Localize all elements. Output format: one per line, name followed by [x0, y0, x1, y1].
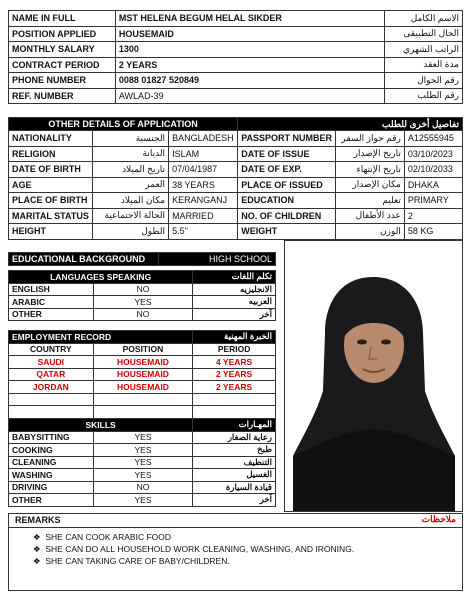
salary-label: MONTHLY SALARY [9, 42, 116, 58]
education-label: EDUCATION [238, 193, 336, 209]
name-label: NAME IN FULL [9, 11, 116, 27]
language-row [9, 283, 276, 296]
phone-label: PHONE NUMBER [9, 73, 116, 89]
skill-name: BABYSITTING [9, 431, 94, 444]
issue-date-label: DATE OF ISSUE [238, 146, 336, 162]
remark-text: SHE CAN COOK ARABIC FOOD [45, 532, 171, 542]
details-row [9, 208, 463, 224]
dob-label: DATE OF BIRTH [9, 162, 93, 178]
position-row [9, 26, 463, 42]
phone-value: 0088 01827 520849 [115, 73, 384, 89]
skills-table [8, 418, 276, 507]
contract-value: 2 YEARS [115, 57, 384, 73]
country-header: COUNTRY [9, 343, 94, 356]
weight-value: 58 KG [404, 224, 462, 240]
employment-country: SAUDI [9, 356, 94, 369]
passport-value: A12555945 [404, 131, 462, 147]
ref-label-ar: رقم الطلب [385, 88, 463, 104]
dob-value: 07/04/1987 [169, 162, 238, 178]
empty-cell [93, 393, 193, 406]
name-row [9, 11, 463, 27]
diamond-bullet-icon: ❖ [33, 544, 41, 554]
remark-text: SHE CAN DO ALL HOUSEHOLD WORK CLEANING, WASHING, AND IRONING. [45, 544, 355, 554]
skill-row [9, 444, 276, 457]
age-label: AGE [9, 177, 93, 193]
remark-item [33, 543, 354, 555]
skill-value: YES [93, 469, 192, 482]
employment-country: JORDAN [9, 381, 94, 394]
remark-item [33, 555, 354, 567]
height-label-ar: الطول [92, 224, 168, 240]
employment-position: HOUSEMAID [93, 381, 193, 394]
salary-row [9, 42, 463, 58]
age-value: 38 YEARS [169, 177, 238, 193]
education-value: PRIMARY [404, 193, 462, 209]
birthplace-label-ar: مكان الميلاد [92, 193, 168, 209]
height-label: HEIGHT [9, 224, 93, 240]
weight-label-ar: الوزن [336, 224, 405, 240]
salary-label-ar: الراتب الشهري [385, 42, 463, 58]
ref-row [9, 88, 463, 104]
marital-label-ar: الحالة الاجتماعية [92, 208, 168, 224]
remarks-list [33, 531, 354, 567]
religion-label: RELIGION [9, 146, 93, 162]
details-title-ar: تفاصيل أخرى للطلب [238, 118, 463, 131]
employment-row [9, 356, 276, 369]
languages-title: LANGUAGES SPEAKING [9, 271, 193, 284]
details-row [9, 162, 463, 178]
position-label-ar: الحال التطبيقى [385, 26, 463, 42]
empty-cell [9, 406, 94, 419]
children-label-ar: عدد الأطفال [336, 208, 405, 224]
skill-name: DRIVING [9, 481, 94, 494]
language-name-ar: الانجليزيه [193, 283, 276, 296]
applicant-photo-image [285, 241, 462, 511]
phone-label-ar: رقم الجوال [385, 73, 463, 89]
ref-value: AWLAD-39 [115, 88, 384, 104]
employment-period: 2 YEARS [193, 368, 276, 381]
position-label: POSITION APPLIED [9, 26, 116, 42]
skill-name-ar: رعاية الصغار [193, 431, 276, 444]
language-name-ar: العربيه [193, 296, 276, 309]
children-label: NO. OF CHILDREN [238, 208, 336, 224]
education-background-value: HIGH SCHOOL [158, 253, 275, 266]
passport-label: PASSPORT NUMBER [238, 131, 336, 147]
skill-name-ar: آخر [193, 494, 276, 507]
birthplace-value: KERANGANJ [169, 193, 238, 209]
skills-title: SKILLS [9, 419, 193, 432]
position-header: POSITION [93, 343, 193, 356]
skill-name-ar: طبخ [193, 444, 276, 457]
remarks-title-ar: ملاحظات [421, 514, 456, 524]
place-issued-label: PLACE OF ISSUED [238, 177, 336, 193]
languages-title-ar: تكلم اللغات [193, 271, 276, 284]
expiry-label: DATE OF EXP. [238, 162, 336, 178]
empty-cell [193, 393, 276, 406]
remarks-header [9, 514, 462, 528]
age-label-ar: العمر [92, 177, 168, 193]
skill-value: NO [93, 481, 192, 494]
language-row [9, 296, 276, 309]
place-issued-label-ar: مكان الإصدار [336, 177, 405, 193]
expiry-value: 02/10/2033 [404, 162, 462, 178]
issue-date-label-ar: تاريخ الإصدار [336, 146, 405, 162]
skill-name-ar: التنظيف [193, 456, 276, 469]
languages-table [8, 270, 276, 321]
language-row [9, 308, 276, 321]
other-details-table [8, 117, 463, 240]
contract-label-ar: مدة العقد [385, 57, 463, 73]
details-title: OTHER DETAILS OF APPLICATION [9, 118, 238, 131]
education-label-ar: تعليم [336, 193, 405, 209]
name-label-ar: الاسم الكامل [385, 11, 463, 27]
nationality-label-ar: الجنسية [92, 131, 168, 147]
language-value: NO [93, 283, 193, 296]
place-issued-value: DHAKA [404, 177, 462, 193]
personal-info-table [8, 10, 463, 104]
skill-name: COOKING [9, 444, 94, 457]
skills-title-ar: المهـارات [193, 419, 276, 432]
skill-value: YES [93, 431, 192, 444]
language-name-ar: آخر [193, 308, 276, 321]
phone-row [9, 73, 463, 89]
details-row [9, 193, 463, 209]
diamond-bullet-icon: ❖ [33, 532, 41, 542]
religion-label-ar: الديانة [92, 146, 168, 162]
skill-row [9, 481, 276, 494]
position-value: HOUSEMAID [115, 26, 384, 42]
nationality-label: NATIONALITY [9, 131, 93, 147]
language-name: ENGLISH [9, 283, 94, 296]
details-row [9, 146, 463, 162]
employment-row [9, 368, 276, 381]
employment-period: 4 YEARS [193, 356, 276, 369]
applicant-photo [284, 240, 463, 512]
birthplace-label: PLACE OF BIRTH [9, 193, 93, 209]
skill-row [9, 469, 276, 482]
employment-table [8, 330, 276, 419]
remarks-title: REMARKS [15, 515, 61, 525]
skill-value: YES [93, 456, 192, 469]
language-value: NO [93, 308, 193, 321]
children-value: 2 [404, 208, 462, 224]
employment-row [9, 381, 276, 394]
skill-name: WASHING [9, 469, 94, 482]
empty-cell [93, 406, 193, 419]
dob-label-ar: تاريخ الميلاد [92, 162, 168, 178]
expiry-label-ar: تاريخ الإنتهاء [336, 162, 405, 178]
period-header: PERIOD [193, 343, 276, 356]
employment-position: HOUSEMAID [93, 368, 193, 381]
skill-name: CLEANING [9, 456, 94, 469]
skill-name-ar: الغسيل [193, 469, 276, 482]
marital-label: MARITAL STATUS [9, 208, 93, 224]
weight-label: WEIGHT [238, 224, 336, 240]
nationality-value: BANGLADESH [169, 131, 238, 147]
skill-name-ar: قيادة السيارة [193, 481, 276, 494]
issue-date-value: 03/10/2023 [404, 146, 462, 162]
empty-cell [9, 393, 94, 406]
employment-country: QATAR [9, 368, 94, 381]
details-row [9, 131, 463, 147]
contract-label: CONTRACT PERIOD [9, 57, 116, 73]
empty-cell [193, 406, 276, 419]
contract-row [9, 57, 463, 73]
skill-value: YES [93, 494, 192, 507]
passport-label-ar: رقم جواز السفر [336, 131, 405, 147]
height-value: 5.5" [169, 224, 238, 240]
skill-row [9, 431, 276, 444]
skill-row [9, 494, 276, 507]
skill-name: OTHER [9, 494, 94, 507]
ref-label: REF. NUMBER [9, 88, 116, 104]
language-name: OTHER [9, 308, 94, 321]
remark-item [33, 531, 354, 543]
language-name: ARABIC [9, 296, 94, 309]
marital-value: MARRIED [169, 208, 238, 224]
employment-period: 2 YEARS [193, 381, 276, 394]
details-row [9, 177, 463, 193]
remark-text: SHE CAN TAKING CARE OF BABY/CHILDREN. [45, 556, 230, 566]
remarks-box [8, 513, 463, 591]
diamond-bullet-icon: ❖ [33, 556, 41, 566]
language-value: YES [93, 296, 193, 309]
employment-title-ar: الخبرة المهنية [193, 331, 276, 344]
skill-value: YES [93, 444, 192, 457]
salary-value: 1300 [115, 42, 384, 58]
religion-value: ISLAM [169, 146, 238, 162]
name-value: MST HELENA BEGUM HELAL SIKDER [115, 11, 384, 27]
employment-title: EMPLOYMENT RECORD [9, 331, 193, 344]
education-background-label: EDUCATIONAL BACKGROUND [9, 253, 159, 266]
education-bar [8, 252, 276, 266]
details-row [9, 224, 463, 240]
employment-position: HOUSEMAID [93, 356, 193, 369]
skill-row [9, 456, 276, 469]
